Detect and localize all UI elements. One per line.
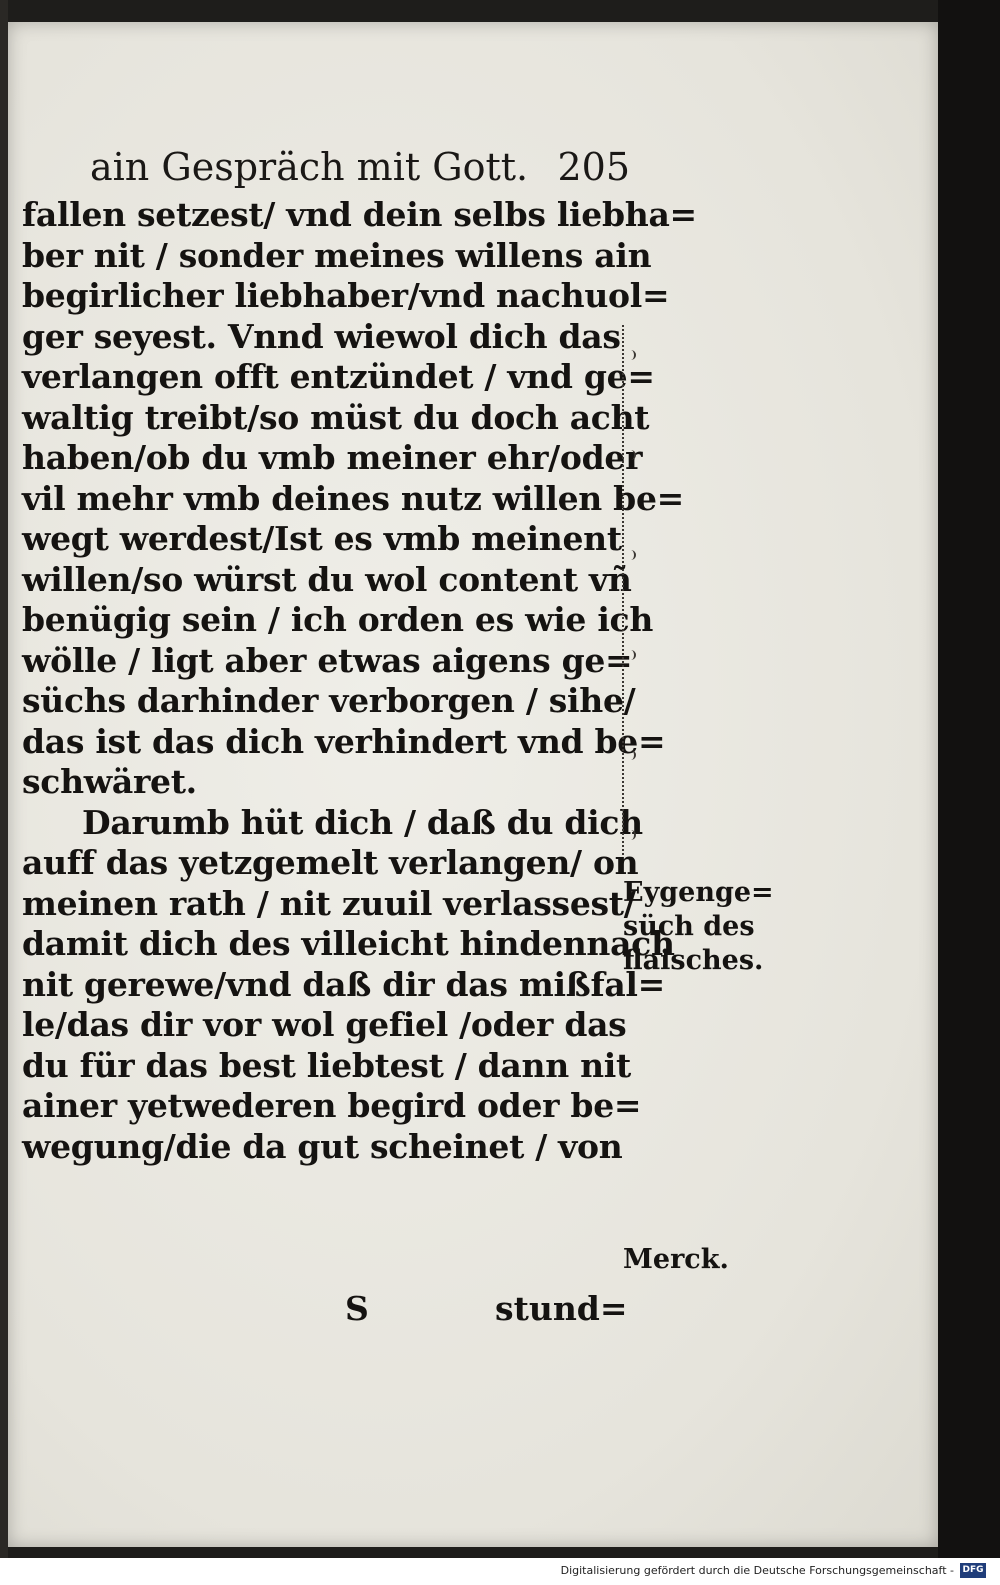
funding-credit: Digitalisierung gefördert durch die Deutsche Forschungsgemeinschaft - — [560, 1564, 954, 1577]
text-line: benügig sein / ich orden es wie ich — [22, 600, 654, 639]
text-line: ainer yetwederen begird oder be= — [22, 1086, 642, 1125]
page-number: 205 — [557, 145, 630, 189]
margin-note-line: flaisches. — [623, 945, 764, 976]
text-line: schwäret. — [22, 762, 197, 801]
running-header — [90, 145, 630, 195]
text-line: verlangen offt entzündet / vnd ge= — [22, 357, 655, 396]
bracket-curl — [624, 350, 636, 360]
binding-gutter — [0, 0, 8, 1558]
catchword: stund= — [495, 1289, 628, 1328]
margin-note-merck: Merck. — [623, 1244, 729, 1275]
bracket-curl — [624, 750, 636, 760]
text-line: das ist das dich verhindert vnd be= — [22, 721, 666, 761]
text-line: willen/so würst du wol content vñ — [22, 559, 632, 599]
text-line: wegt werdest/Ist es vmb meinent — [22, 519, 622, 558]
bracket-curl — [624, 830, 636, 840]
signature-mark: S — [345, 1289, 369, 1328]
page-foot — [345, 1289, 628, 1329]
margin-note-line: Eygenge= — [623, 877, 774, 908]
margin-bracket — [622, 325, 638, 855]
bracket-curl — [624, 450, 636, 460]
text-line: fallen setzest/ vnd dein selbs liebha= — [22, 195, 697, 234]
text-line: damit dich des villeicht hindennach — [22, 924, 675, 963]
text-line: meinen rath / nit zuuil verlassest/ — [22, 883, 636, 923]
text-line: wölle / ligt aber etwas aigens ge= — [22, 640, 633, 680]
text-line: le/das dir vor wol gefiel /oder das — [22, 1005, 627, 1044]
margin-note-eygengesuch — [623, 876, 774, 978]
text-line: vil mehr vmb deines nutz willen be= — [22, 478, 685, 518]
text-line: waltig treibt/so müst du doch acht — [22, 397, 650, 437]
bracket-curl — [624, 650, 636, 660]
text-line: haben/ob du vmb meiner ehr/oder — [22, 438, 643, 477]
text-line: ber nit / sonder meines willens ain — [22, 235, 652, 275]
bracket-curl — [624, 550, 636, 560]
dfg-logo: DFG — [960, 1563, 986, 1578]
paragraph-start-line: Darumb hüt dich / daß du dich — [82, 802, 643, 842]
digitization-footer — [0, 1558, 1000, 1585]
margin-note-line: süch des — [623, 911, 755, 942]
show-through-text — [60, 1298, 360, 1328]
text-line: wegung/die da gut scheinet / von — [22, 1126, 623, 1166]
running-title: ain Gespräch mit Gott. — [90, 145, 529, 189]
text-line: nit gerewe/vnd daß dir das mißfal= — [22, 964, 666, 1004]
text-line: auff das yetzgemelt verlangen/ on — [22, 843, 639, 882]
text-line: begirlicher liebhaber/vnd nachuol= — [22, 276, 670, 315]
text-line: ger seyest. Vnnd wiewol dich das — [22, 316, 621, 356]
text-line: du für das best liebtest / dann nit — [22, 1045, 631, 1085]
scan-background — [938, 0, 1000, 1558]
text-line: süchs darhinder verborgen / sihe/ — [22, 681, 636, 720]
